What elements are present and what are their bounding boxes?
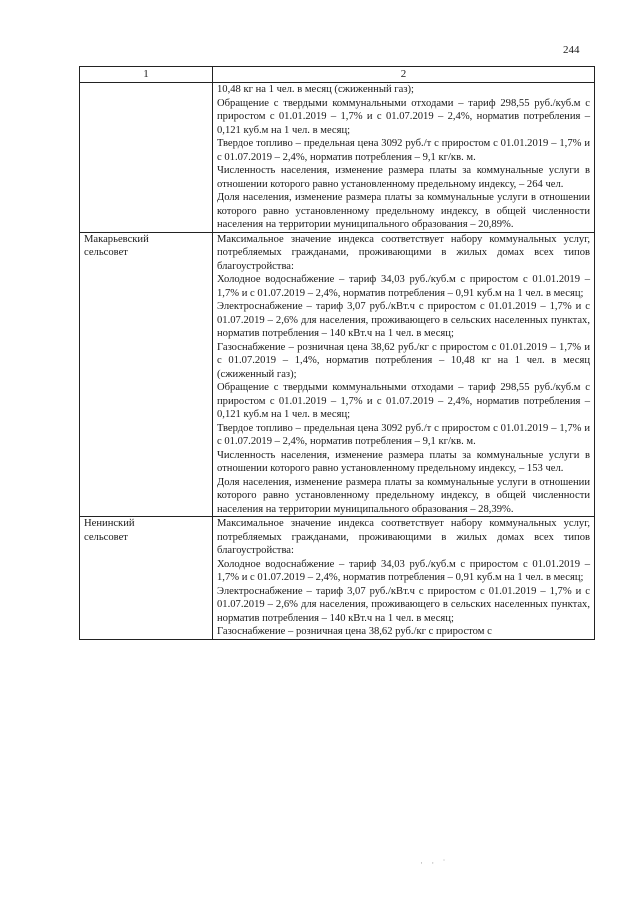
paragraph: 10,48 кг на 1 чел. в месяц (сжиженный газ); <box>217 84 414 95</box>
municipality-name <box>80 83 213 233</box>
column-header-2: 2 <box>213 67 595 83</box>
tariff-table <box>79 66 595 640</box>
paragraph: Холодное водоснабжение – тариф 34,03 руб./куб.м с приростом с 01.01.2019 – 1,7% и с 01.07.2019 – 2,4%, норматив потребления – 0,91 куб.м на 1 чел. в месяц; <box>217 558 590 583</box>
table-row <box>80 83 595 233</box>
column-header-1: 1 <box>80 67 213 83</box>
indicator-description <box>213 517 595 640</box>
page-number: 244 <box>563 44 580 56</box>
table-row <box>80 232 595 517</box>
indicator-description <box>213 83 595 233</box>
municipality-name: Ненинский сельсовет <box>80 517 213 640</box>
paragraph: Доля населения, изменение размера платы за коммунальные услуги в отношении которого равно установленному предельному индексу, в общей численности населения на территории муниципального образования – 28,39%. <box>217 476 590 515</box>
paragraph: Газоснабжение – розничная цена 38,62 руб./кг с приростом с <box>217 626 492 637</box>
paragraph: Обращение с твердыми коммунальными отходами – тариф 298,55 руб./куб.м с приростом с 01.01.2019 – 1,7% и с 01.07.2019 – 2,4%, норматив потребления – 0,121 куб.м на 1 чел. в месяц; <box>217 97 590 136</box>
paragraph: Электроснабжение – тариф 3,07 руб./кВт.ч с приростом с 01.01.2019 – 1,7% и с 01.07.2019 – 2,6% для населения, проживающего в сельских населенных пунктах, норматив потребления – 140 кВт.ч на 1 чел. в месяц; <box>217 585 590 624</box>
paragraph: Холодное водоснабжение – тариф 34,03 руб./куб.м с приростом с 01.01.2019 – 1,7% и с 01.07.2019 – 2,4%, норматив потребления – 0,91 куб.м на 1 чел. в месяц; <box>217 274 590 299</box>
paragraph: Численность населения, изменение размера платы за коммунальные услуги в отношении которого равно установленному предельному индексу, – 153 чел. <box>217 449 590 474</box>
paragraph: Максимальное значение индекса соответствует набору коммунальных услуг, потребляемых гражданами, проживающими в жилых домах всех типов благоустройства: <box>217 518 590 556</box>
paragraph: Численность населения, изменение размера платы за коммунальные услуги в отношении которого равно установленному предельному индексу, – 264 чел. <box>217 165 590 190</box>
paragraph: Твердое топливо – предельная цена 3092 руб./т с приростом с 01.01.2019 – 1,7% и с 01.07.2019 – 2,4%, норматив потребления – 9,1 кг/кв. м. <box>217 138 590 163</box>
paragraph: Максимальное значение индекса соответствует набору коммунальных услуг, потребляемых гражданами, проживающими в жилых домах всех типов благоустройства: <box>217 233 590 272</box>
indicator-description <box>213 232 595 517</box>
paragraph: Твердое топливо – предельная цена 3092 руб./т с приростом с 01.01.2019 – 1,7% и с 01.07.2019 – 2,4%, норматив потребления – 9,1 кг/кв. м. <box>217 422 590 447</box>
scan-artifact: · · ˙ <box>420 858 449 868</box>
municipality-name: Макарьевский сельсовет <box>80 232 213 517</box>
table-row <box>80 517 595 640</box>
paragraph: Доля населения, изменение размера платы за коммунальные услуги в отношении которого равно установленному предельному индексу, в общей численности населения на территории муниципального образования – 20,89%. <box>217 192 590 230</box>
paragraph: Газоснабжение – розничная цена 38,62 руб./кг с приростом с 01.01.2019 – 1,7% и с 01.07.2019 – 1,4%, норматив потребления – 10,48 кг на 1 чел. в месяц (сжиженный газ); <box>217 341 590 380</box>
table-header-row <box>80 67 595 83</box>
paragraph: Электроснабжение – тариф 3,07 руб./кВт.ч с приростом с 01.01.2019 – 1,7% и с 01.07.2019 – 2,6% для населения, проживающего в сельских населенных пунктах, норматив потребления – 140 кВт.ч на 1 чел. в месяц; <box>217 301 590 339</box>
paragraph: Обращение с твердыми коммунальными отходами – тариф 298,55 руб./куб.м с приростом с 01.01.2019 – 1,7% и с 01.07.2019 – 2,4%, норматив потребления – 0,121 куб.м на 1 чел. в месяц; <box>217 382 590 420</box>
